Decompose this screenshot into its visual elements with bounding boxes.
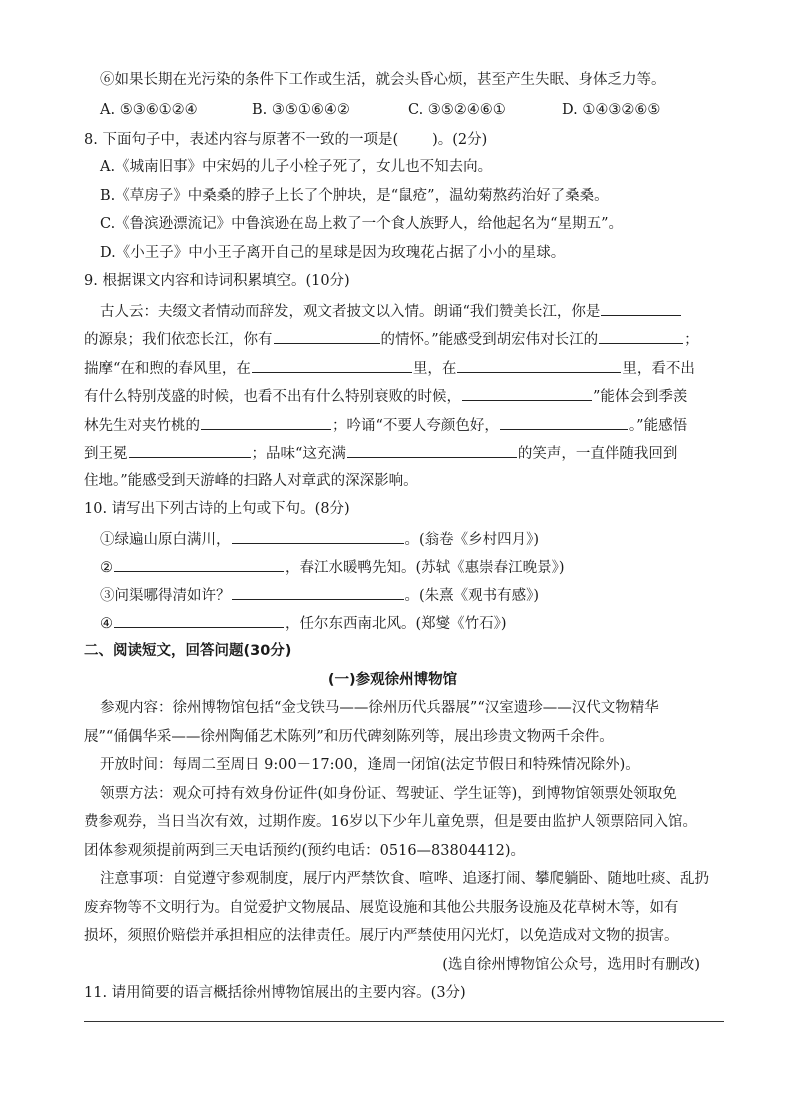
q7-option-d[interactable]: D. ①④③②⑥⑤ [562, 102, 661, 118]
passage-p2: 开放时间：每周二至周日 9:00－17:00，逢周一闭馆(法定节假日和特殊情况除外)。 [100, 757, 640, 773]
q9-blank-5[interactable] [457, 357, 621, 373]
q8-answer-slot[interactable] [399, 129, 431, 144]
q9-blank-7[interactable] [201, 414, 331, 430]
passage-p4-line1: 注意事项：自觉遵守参观制度，展厅内严禁饮食、喧哗、追逐打闹、攀爬躺卧、随地吐痰、乱扔 [100, 871, 709, 887]
q9-blank-1[interactable] [601, 300, 681, 316]
q8-stem-text: 8. 下面句子中，表述内容与原著不一致的一项是( [84, 132, 399, 148]
passage-p4-line2: 废弃物等不文明行为。自觉爱护文物展品、展览设施和其他公共服务设施及花草树木等，如有 [84, 900, 679, 916]
q9-text: 揣摩“在和煦的春风里，在 [84, 361, 251, 377]
q8-stem-points: )。(2分) [432, 132, 488, 148]
q7-option-a[interactable]: A. ⑤③⑥①②④ [100, 102, 198, 118]
q9-text: 的情怀。”能感受到胡宏伟对长江的 [380, 332, 599, 348]
q9-blank-9[interactable] [129, 442, 251, 458]
q9-text: ；吟诵“不要人夸颜色好， [332, 418, 499, 434]
q10-item-1 [100, 528, 539, 550]
q7-option-c[interactable]: C. ③⑤②④⑥① [408, 102, 506, 118]
q9-blank-3[interactable] [599, 328, 683, 344]
q8-option-b[interactable]: B.《草房子》中桑桑的脖子上长了个肿块，是“鼠疮”，温幼菊熬药治好了桑桑。 [100, 188, 609, 204]
passage-p4-line3: 损坏，须照价赔偿并承担相应的法律责任。展厅内严禁使用闪光灯，以免造成对文物的损害。 [84, 928, 679, 944]
q9-blank-6[interactable] [462, 385, 592, 401]
q9-line-5 [84, 414, 687, 436]
q10-item-4 [100, 612, 507, 634]
q9-text: ”能体会到季羡 [593, 389, 688, 405]
q10-text: ①绿遍山原白满川， [100, 532, 231, 548]
q9-line-1 [100, 300, 682, 322]
q9-blank-4[interactable] [252, 357, 412, 373]
q10-blank-1[interactable] [232, 528, 404, 544]
q10-text: ② [100, 560, 113, 576]
q7-options [100, 100, 700, 120]
q10-text: ，春江水暖鸭先知。(苏轼《惠崇春江晚景》) [285, 560, 565, 576]
q7-item-6: ⑥如果长期在光污染的条件下工作或生活，就会头昏心烦，甚至产生失眠、身体乏力等。 [100, 72, 666, 88]
q10-item-2 [100, 556, 565, 578]
passage-p1-line1: 参观内容：徐州博物馆包括“金戈铁马——徐州历代兵器展”“汉室遗珍——汉代文物精华 [100, 700, 659, 716]
answer-line[interactable] [84, 1021, 724, 1022]
q8-option-c[interactable]: C.《鲁滨逊漂流记》中鲁滨逊在岛上救了一个食人族野人，给他起名为“星期五”。 [100, 216, 624, 232]
q9-line-4 [84, 385, 687, 407]
q9-text: ； [684, 332, 699, 348]
q8-stem [84, 129, 487, 150]
q10-title: 10. 请写出下列古诗的上句或下句。(8分) [84, 501, 350, 517]
q9-text: 林先生对夹竹桃的 [84, 418, 200, 434]
q10-blank-2[interactable] [114, 556, 284, 572]
q9-text: 古人云：夫缀文者情动而辞发，观文者披文以入情。朗诵“我们赞美长江，你是 [100, 304, 601, 320]
passage-p1-line2: 展”“俑偶华采——徐州陶俑艺术陈列”和历代碑刻陈列等，展出珍贵文物两千余件。 [84, 729, 614, 745]
q9-text: 的笑声，一直伴随我回到 [517, 446, 678, 462]
q9-line-3 [84, 357, 695, 379]
q10-text: ③问渠哪得清如许？ [100, 588, 231, 604]
q10-text: ④ [100, 616, 113, 632]
q10-item-3 [100, 584, 539, 606]
q10-text: 。(朱熹《观书有感》) [404, 588, 540, 604]
q9-blank-2[interactable] [274, 328, 380, 344]
q9-title: 9. 根据课文内容和诗词积累填空。(10分) [84, 273, 350, 289]
q9-line-6 [84, 442, 677, 464]
section-2-title: 二、阅读短文，回答问题(30分) [84, 643, 292, 659]
passage-p3-line2: 费参观券，当日当次有效，过期作废。16岁以下少年儿童免票，但是要由监护人领票陪同入馆。 [84, 814, 697, 830]
q9-text: ；品味“这充满 [251, 446, 346, 462]
passage-p3-line3: 团体参观须提前两到三天电话预约(预约电话：0516—83804412)。 [84, 843, 526, 859]
q9-line-7: 住地。”能感受到天游峰的扫路人对章武的深深影响。 [84, 473, 418, 489]
q9-blank-8[interactable] [500, 414, 628, 430]
passage-p3-line1: 领票方法：观众可持有效身份证件(如身份证、驾驶证、学生证等)，到博物馆领票处领取免 [100, 786, 677, 802]
q9-blank-10[interactable] [347, 442, 517, 458]
q9-text: 的源泉；我们依恋长江，你有 [84, 332, 273, 348]
q11-title: 11. 请用简要的语言概括徐州博物馆展出的主要内容。(3分) [84, 985, 466, 1001]
passage-title: (一)参观徐州博物馆 [327, 672, 458, 688]
q9-text: 里，看不出 [622, 361, 695, 377]
q10-blank-4[interactable] [114, 612, 284, 628]
q9-text: 到王冕 [84, 446, 128, 462]
q8-option-a[interactable]: A.《城南旧事》中宋妈的儿子小栓子死了，女儿也不知去向。 [100, 159, 493, 175]
passage-source: (选自徐州博物馆公众号，选用时有删改) [442, 957, 700, 973]
q9-text: 里，在 [412, 361, 457, 377]
q10-blank-3[interactable] [232, 584, 404, 600]
q9-line-2 [84, 328, 699, 350]
q7-option-b[interactable]: B. ③⑤①⑥④② [252, 102, 350, 118]
q9-text: 有什么特别茂盛的时候，也看不出有什么特别衰败的时候， [84, 389, 461, 405]
q10-text: ，任尔东西南北风。(郑燮《竹石》) [285, 616, 507, 632]
q10-text: 。(翁卷《乡村四月》) [404, 532, 540, 548]
q8-option-d[interactable]: D.《小王子》中小王子离开自己的星球是因为玫瑰花占据了小小的星球。 [100, 245, 566, 261]
q9-text: 。”能感悟 [628, 418, 688, 434]
